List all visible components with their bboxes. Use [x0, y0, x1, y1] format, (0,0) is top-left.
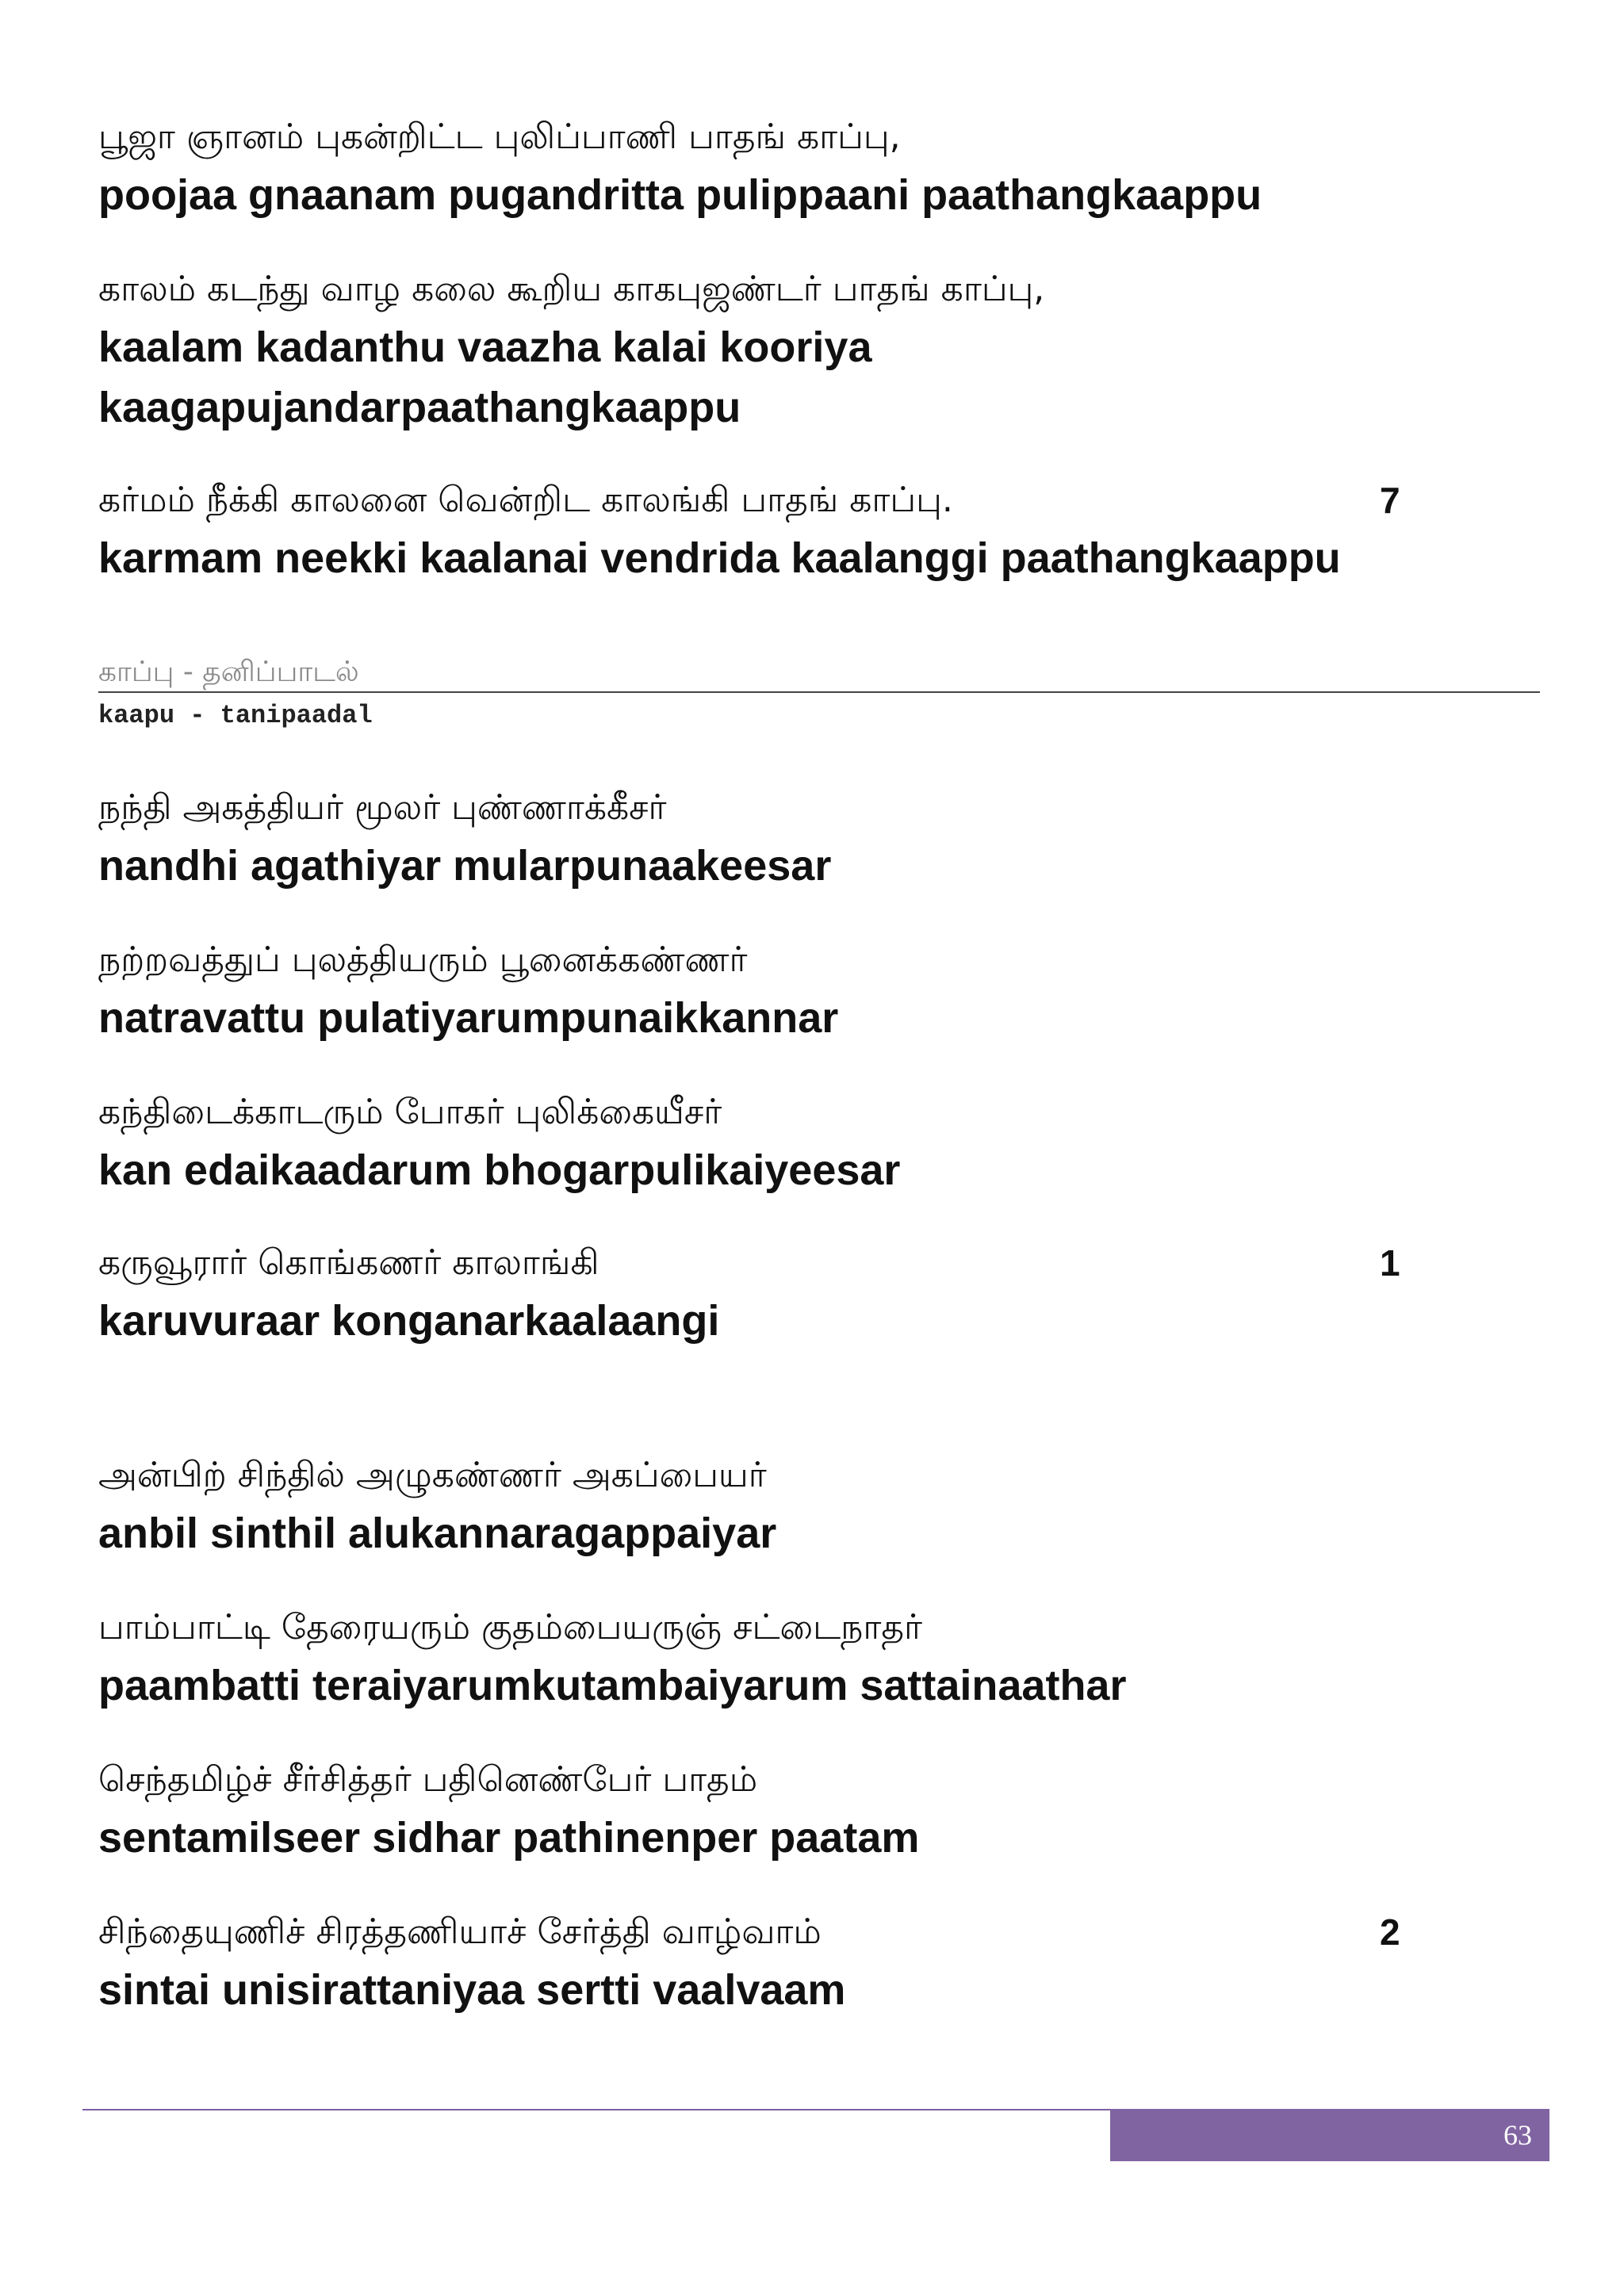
transliteration-line: kaalam kadanthu vaazha kalai kooriya — [98, 323, 872, 371]
verse-block — [98, 1752, 919, 1868]
transliteration-line: karmam neekki kaalanai vendrida kaalanggi paathangkaappu — [98, 534, 1341, 582]
verse-block — [98, 1085, 900, 1200]
tamil-line: பாம்பாட்டி தேரையரும் குதம்பையருஞ் சட்டைநாதர் — [98, 1607, 923, 1647]
page-number-box — [1110, 2109, 1549, 2161]
tamil-line: கர்மம் நீக்கி காலனை வென்றிட காலங்கி பாதங் காப்பு. — [98, 480, 953, 520]
section-heading — [98, 653, 1540, 693]
verse-block — [98, 1235, 719, 1351]
section-heading-transliteration: kaapu - tanipaadal — [98, 701, 373, 730]
transliteration-line: natravattu pulatiyarumpunaikkannar — [98, 994, 839, 1042]
verse-block — [98, 1904, 845, 2020]
transliteration-line: kan edaikaadarum bhogarpulikaiyeesar — [98, 1146, 901, 1194]
transliteration-line: paambatti teraiyarumkutambaiyarum sattainaathar — [98, 1662, 1127, 1709]
transliteration-line: sintai unisirattaniyaa sertti vaalvaam — [98, 1966, 846, 2014]
transliteration-line: nandhi agathiyar mularpunaakeesar — [98, 842, 832, 890]
verse-block — [98, 473, 1341, 588]
verse-number: 1 — [1380, 1242, 1400, 1284]
tamil-line: செந்தமிழ்ச் சீர்சித்தர் பதினெண்பேர் பாதம் — [98, 1759, 758, 1800]
verse-block — [98, 1448, 776, 1563]
verse-block — [98, 780, 831, 896]
tamil-line: நற்றவத்துப் புலத்தியரும் பூனைக்கண்ணர் — [98, 939, 748, 980]
transliteration-line: karuvuraar konganarkaalaangi — [98, 1297, 720, 1345]
verse-block — [98, 1600, 1126, 1716]
tamil-line: சிந்தையுணிச் சிரத்தணியாச் சேர்த்தி வாழ்வாம் — [98, 1911, 822, 1952]
tamil-line: கருவூரார் கொங்கணர் காலாங்கி — [98, 1242, 599, 1283]
transliteration-line-continued: kaagapujandarpaathangkaappu — [98, 384, 741, 431]
verse-block — [98, 109, 1262, 225]
tamil-line: பூஜா ஞானம் புகன்றிட்ட புலிப்பாணி பாதங் காப்பு, — [98, 117, 901, 157]
page-number: 63 — [1503, 2119, 1532, 2151]
section-heading-tamil: காப்பு - தனிப்பாடல் — [98, 656, 359, 688]
verse-number: 2 — [1380, 1911, 1400, 1953]
transliteration-line: poojaa gnaanam pugandritta pulippaani paathangkaappu — [98, 171, 1262, 219]
verse-block — [98, 932, 838, 1048]
tamil-line: நந்தி அகத்தியர் மூலர் புண்ணாக்கீசர் — [98, 787, 667, 828]
tamil-line: அன்பிற் சிந்தில் அழுகண்ணர் அகப்பையர் — [98, 1455, 767, 1495]
tamil-line: காலம் கடந்து வாழ கலை கூறிய காகபுஜண்டர் பாதங் காப்பு, — [98, 269, 1045, 309]
transliteration-line: anbil sinthil alukannaragappaiyar — [98, 1510, 777, 1557]
verse-number: 7 — [1380, 480, 1400, 521]
tamil-line: கந்திடைக்காடரும் போகர் புலிக்கையீசர் — [98, 1092, 722, 1132]
verse-block — [98, 262, 1044, 438]
transliteration-line: sentamilseer sidhar pathinenper paatam — [98, 1814, 920, 1862]
